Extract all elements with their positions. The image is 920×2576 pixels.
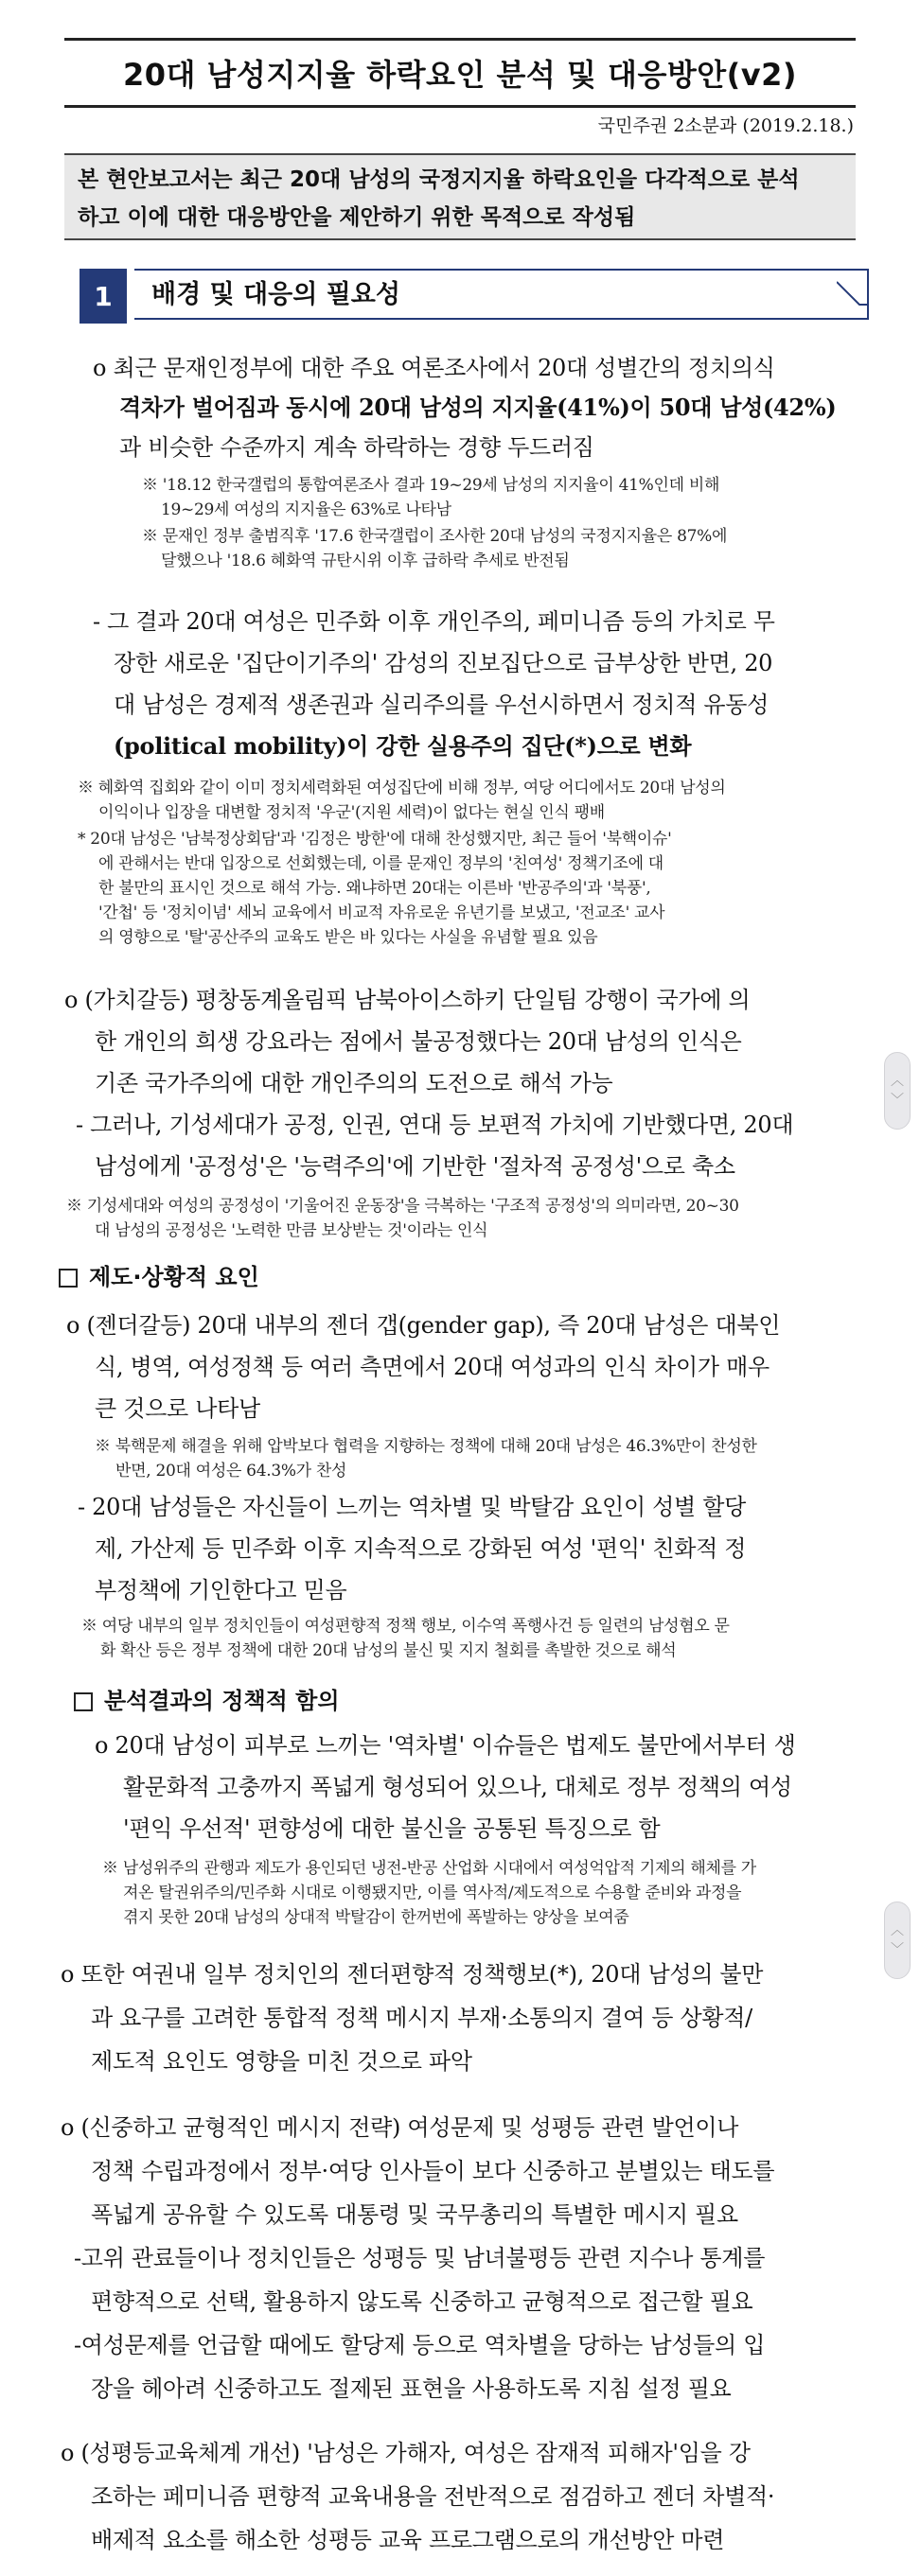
scroll-up-icon[interactable]: ︿ — [891, 1074, 904, 1089]
para-line: 편향적으로 선택, 활용하지 않도록 신중하고 균형적으로 접근할 필요 — [91, 2288, 753, 2315]
note-line: 대 남성의 공정성은 '노력한 만큼 보상받는 것'이라는 인식 — [95, 1221, 488, 1240]
subsection-heading: 분석결과의 정책적 함의 — [74, 1682, 340, 1715]
para-line: -고위 관료들이나 정치인들은 성평등 및 남녀불평등 관련 지수나 통계를 — [74, 2245, 766, 2271]
para-line: o 20대 남성이 피부로 느끼는 '역차별' 이슈들은 법제도 불만에서부터 생 — [95, 1732, 796, 1759]
para-line: o (신중하고 균형적인 메시지 전략) 여성문제 및 성평등 관련 발언이나 — [61, 2114, 739, 2141]
para-line: 식, 병역, 여성정책 등 여러 측면에서 20대 여성과의 인식 차이가 매우 — [95, 1354, 770, 1380]
para-line: 큰 것으로 나타남 — [95, 1395, 260, 1422]
para-line: - 20대 남성들은 자신들이 느끼는 역차별 및 박탈감 요인이 성별 할당 — [78, 1494, 747, 1520]
summary-line: 본 현안보고서는 최근 20대 남성의 국정지지율 하락요인을 다각적으로 분석 — [78, 167, 800, 192]
para-line: 장한 새로운 '집단이기주의' 감성의 진보집단으로 급부상한 반면, 20 — [114, 650, 773, 676]
note-line: ※ 기성세대와 여성의 공정성이 '기울어진 운동장'을 극복하는 '구조적 공정성'의 의미라면, 20~30 — [66, 1197, 739, 1216]
note-line: ※ 남성위주의 관행과 제도가 용인되던 냉전-반공 산업화 시대에서 여성억압적 기제의 해체를 가 — [102, 1859, 756, 1878]
department-date: 국민주권 2소분과 (2019.2.18.) — [597, 115, 854, 136]
para-line: 제, 가산제 등 민주화 이후 지속적으로 강화된 여성 '편익' 친화적 정 — [95, 1535, 747, 1562]
para-line: 부정책에 기인한다고 믿음 — [95, 1577, 347, 1603]
subsection-heading: 제도·상황적 요인 — [59, 1258, 259, 1291]
note-line: * 20대 남성은 '남북정상회담'과 '김정은 방한'에 대해 찬성했지만, 최근 들어 '북핵이슈' — [78, 830, 672, 849]
note-line: '간첩' 등 '정치이념' 세뇌 교육에서 비교적 자유로운 유년기를 보냈고, '전교조' 교사 — [98, 903, 665, 922]
scroll-down-icon[interactable]: ﹀ — [891, 1093, 904, 1108]
note-line: ※ 북핵문제 해결을 위해 압박보다 협력을 지향하는 정책에 대해 20대 남성은 46.3%만이 찬성한 — [95, 1437, 757, 1456]
scroll-control[interactable] — [884, 1052, 911, 1130]
para-line: 활문화적 고충까지 폭넓게 형성되어 있으나, 대체로 정부 정책의 여성 — [123, 1774, 792, 1800]
section-header — [80, 269, 875, 324]
document-title: 20대 남성지지율 하락요인 분석 및 대응방안(v2) — [64, 38, 856, 108]
para-line: 과 비슷한 수준까지 계속 하락하는 경향 두드러짐 — [119, 434, 594, 461]
note-line: 의 영향으로 '탈'공산주의 교육도 받은 바 있다는 사실을 유념할 필요 있음 — [98, 928, 598, 947]
note-line: ※ 혜화역 집회와 같이 이미 정치세력화된 여성집단에 비해 정부, 여당 어디에서도 20대 남성의 — [78, 779, 726, 797]
note-line: 19~29세 여성의 지지율은 63%로 나타남 — [161, 500, 451, 519]
summary-box — [64, 153, 856, 240]
checkbox-icon — [74, 1692, 93, 1711]
checkbox-icon — [59, 1269, 78, 1288]
note-line: ※ 여당 내부의 일부 정치인들이 여성편향적 정책 행보, 이수역 폭행사건 등 일련의 남성혐오 문 — [81, 1617, 730, 1636]
para-line: 남성에게 '공정성'은 '능력주의'에 기반한 '절차적 공정성'으로 축소 — [95, 1153, 735, 1180]
para-line: 정책 수립과정에서 정부·여당 인사들이 보다 신중하고 분별있는 태도를 — [91, 2158, 775, 2184]
section-corner-icon — [837, 269, 869, 322]
para-line: 대 남성은 경제적 생존권과 실리주의를 우선시하면서 정치적 유동성 — [114, 692, 770, 718]
note-line: 한 불만의 표시인 것으로 해석 가능. 왜냐하면 20대는 이른바 '반공주의'과 '북풍', — [98, 879, 651, 898]
note-line: 반면, 20대 여성은 64.3%가 찬성 — [115, 1462, 347, 1481]
para-line: 폭넓게 공유할 수 있도록 대통령 및 국무총리의 특별한 메시지 필요 — [91, 2201, 738, 2228]
note-line: 에 관해서는 반대 입장으로 선회했는데, 이를 문재인 정부의 '친여성' 정책기조에 대 — [98, 854, 663, 873]
para-line: 기존 국가주의에 대한 개인주의의 도전으로 해석 가능 — [95, 1070, 613, 1096]
para-line: (political mobility)이 강한 실용주의 집단(*)으로 변화 — [114, 732, 692, 760]
para-line: 격차가 벌어짐과 동시에 20대 남성의 지지율(41%)이 50대 남성(42%) — [119, 394, 837, 421]
para-line: o 최근 문재인정부에 대한 주요 여론조사에서 20대 성별간의 정치의식 — [93, 355, 775, 381]
note-line: 달했으나 '18.6 혜화역 규탄시위 이후 급하락 추세로 반전됨 — [161, 552, 570, 570]
para-line: -여성문제를 언급할 때에도 할당제 등으로 역차별을 당하는 남성들의 입 — [74, 2332, 766, 2358]
summary-line: 하고 이에 대한 대응방안을 제안하기 위한 목적으로 작성됨 — [78, 205, 636, 230]
para-line: 배제적 요소를 해소한 성평등 교육 프로그램으로의 개선방안 마련 — [91, 2527, 725, 2553]
para-line: - 그 결과 20대 여성은 민주화 이후 개인주의, 페미니즘 등의 가치로 무 — [93, 608, 775, 635]
note-line: 화 확산 등은 정부 정책에 대한 20대 남성의 불신 및 지지 철회를 촉발한 것으로 해석 — [100, 1641, 677, 1660]
para-line: o 또한 여권내 일부 정치인의 젠더편향적 정책행보(*), 20대 남성의 불만 — [61, 1961, 764, 1988]
scroll-up-icon[interactable]: ︿ — [891, 1923, 904, 1938]
para-line: o (젠더갈등) 20대 내부의 젠더 갭(gender gap), 즉 20대 남성은 대북인 — [66, 1312, 781, 1339]
para-line: 조하는 페미니즘 편향적 교육내용을 전반적으로 점검하고 젠더 차별적· — [91, 2483, 775, 2510]
scroll-control[interactable] — [884, 1901, 911, 1979]
note-line: 이익이나 입장을 대변할 정치적 '우군'(지원 세력)이 없다는 현실 인식 팽배 — [98, 803, 605, 822]
para-line: o (성평등교육체계 개선) '남성은 가해자, 여성은 잠재적 피해자'임을 강 — [61, 2440, 751, 2466]
section-number: 1 — [80, 269, 127, 324]
scroll-down-icon[interactable]: ﹀ — [891, 1942, 904, 1957]
note-line: ※ 문재인 정부 출범직후 '17.6 한국갤럽이 조사한 20대 남성의 국정지지율은 87%에 — [142, 527, 728, 546]
note-line: 져온 탈권위주의/민주화 시대로 이행됐지만, 이를 역사적/제도적으로 수용할 준비와 과정을 — [123, 1884, 742, 1902]
para-line: 제도적 요인도 영향을 미친 것으로 파악 — [91, 2048, 472, 2075]
para-line: 과 요구를 고려한 통합적 정책 메시지 부재·소통의지 결여 등 상황적/ — [91, 2005, 752, 2031]
para-line: '편익 우선적' 편향성에 대한 불신을 공통된 특징으로 함 — [123, 1815, 661, 1842]
para-line: 한 개인의 희생 강요라는 점에서 불공정했다는 20대 남성의 인식은 — [95, 1028, 742, 1055]
section-title: 배경 및 대응의 필요성 — [134, 269, 869, 320]
note-line: 겪지 못한 20대 남성의 상대적 박탈감이 한꺼번에 폭발하는 양상을 보여줌 — [123, 1908, 629, 1927]
para-line: 장을 헤아려 신중하고도 절제된 표현을 사용하도록 지침 설정 필요 — [91, 2375, 732, 2402]
para-line: - 그러나, 기성세대가 공정, 인권, 연대 등 보편적 가치에 기반했다면, 20대 — [76, 1112, 794, 1138]
note-line: ※ '18.12 한국갤럽의 통합여론조사 결과 19~29세 남성의 지지율이 41%인데 비해 — [142, 476, 720, 495]
para-line: o (가치갈등) 평창동계올림픽 남북아이스하키 단일팀 강행이 국가에 의 — [64, 987, 751, 1013]
